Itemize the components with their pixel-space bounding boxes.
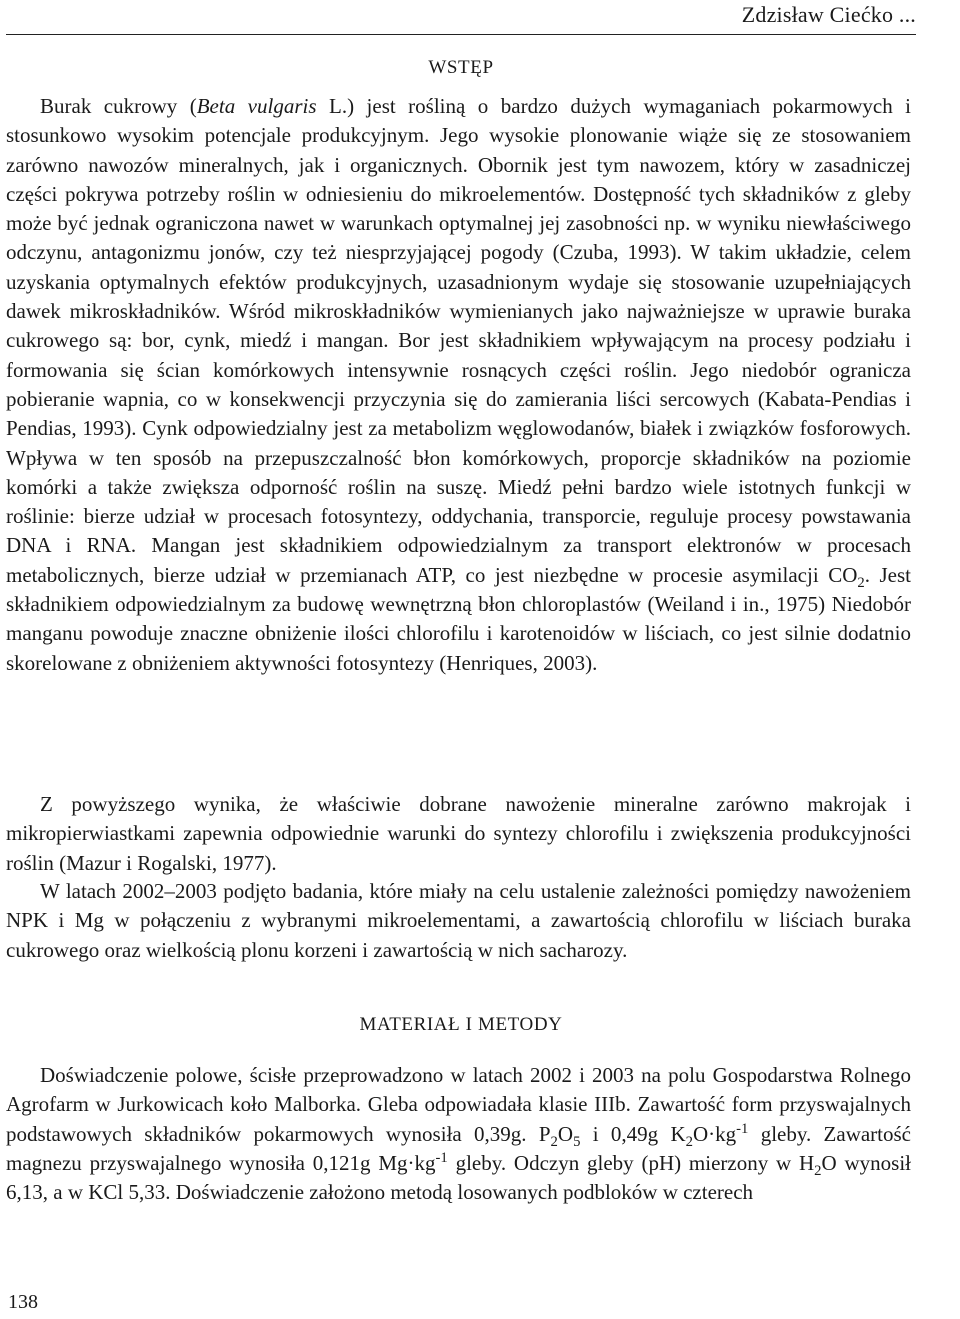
running-header-author: Zdzisław Ciećko ...: [741, 2, 916, 27]
methods-paragraph-1: Doświadczenie polowe, ścisłe przeprowadzono w latach 2002 i 2003 na polu Gospodarstwa Rolnego Agrofarm w Jurkowicach koło Malborka. Gleba odpowiadała klasie IIIb. Zawartość form przyswajalnych podstawowych składników pokarmowych wynosiła 0,39g. $P_2O_5$ i 0,49g $K_2O\cdot kg^{-1}$ gleby. Zawartość magnezu przyswajalnego wynosiła 0,121g $Mg\cdot kg^{-1}$ gleby. Odczyn gleby (pH) mierzony w $H_2O$ wynosił 6,13, a w KCl 5,33. Doświadczenie założono metodą losowanych podbloków w czterech: [6, 1063, 912, 1205]
section-heading-methods: MATERIAŁ I METODY: [359, 1014, 563, 1035]
latin-species-name: Beta vulgaris: [196, 94, 317, 118]
intro-paragraph-1: Burak cukrowy (Beta vulgaris L.) jest rośliną o bardzo dużych wymaganiach pokarmowych i stosunkowo wysokim potencjale produkcyjnym. Jego wysokie plonowanie wiąże się ze stosowaniem zarówno nawozów mineralnych, jak i organicznych. Obornik jest tym nawozem, który w zasadniczej części pokrywa potrzeby roślin w odniesieniu do mikroelementów. Dostępność tych składników z gleby może być jednak ograniczona nawet w warunkach optymalnej jej zasobności np. w wyniku niewłaściwego odczynu, antagonizmu jonów, czy też niesprzyjającej pogody (Czuba, 1993). W takim układzie, celem uzyskania optymalnych efektów produkcyjnych, uzasadnionym wydaje się stosowanie uzupełniających dawek mikroskładników. Wśród mikroskładników wymienianych jako najważniejsze w uprawie buraka cukrowego są: bor, cynk, miedź i mangan. Bor jest składnikiem wpływającym na procesy podziału i formowania się ścian komórkowych intensywnie rosnących części roślin. Jego niedobór ogranicza pobieranie wapnia, co w konsekwencji przyczynia się do zamierania liści sercowych (Kabata-Pendias i Pendias, 1993). Cynk odpowiedzialny jest za metabolizm węglowodanów, białek i związków fosforowych. Wpływa w ten sposób na przepuszczalność błon komórkowych, proporcje składników na poziomie komórki a także zwiększa odporność roślin na suszę. Miedź pełni bardzo wiele istotnych funkcji w roślinie: bierze udział w procesach fotosyntezy, oddychania, transporcie, reguluje procesy powstawania DNA i RNA. Mangan jest składnikiem odpowiedzialnym za transport elektronów w procesach metabolicznych, bierze udział w przemianach ATP, co jest niezbędne w procesie asymilacji $CO_2$. Jest składnikiem odpowiedzialnym za budowę wewnętrzną błon chloroplastów (Weiland i in., 1975) Niedobór manganu powoduje znaczne obniżenie ilości chlorofilu i karotenoidów w liściach, co jest silnie dodatnio skorelowane z obniżeniem aktywności fotosyntezy (Henriques, 2003).: [6, 94, 911, 675]
intro-paragraph-2: Z powyższego wynika, że właściwie dobrane nawożenie mineralne zarówno makrojak i mikropierwiastkami zapewnia odpowiednie warunki do syntezy chlorofilu i zwiększenia produkcyjności roślin (Mazur i Rogalski, 1977).: [6, 792, 911, 875]
section-heading-intro: WSTĘP: [428, 57, 494, 78]
page-number: 138: [8, 1291, 38, 1313]
header-rule: [6, 34, 916, 35]
intro-paragraph-3: W latach 2002–2003 podjęto badania, które miały na celu ustalenie zależności pomiędzy nawożeniem NPK i Mg w połączeniu z wybranymi mikroelementami, a zawartością chlorofilu w liściach buraka cukrowego oraz wielkością plonu korzeni i zawartością w nich sacharozy.: [6, 879, 911, 962]
